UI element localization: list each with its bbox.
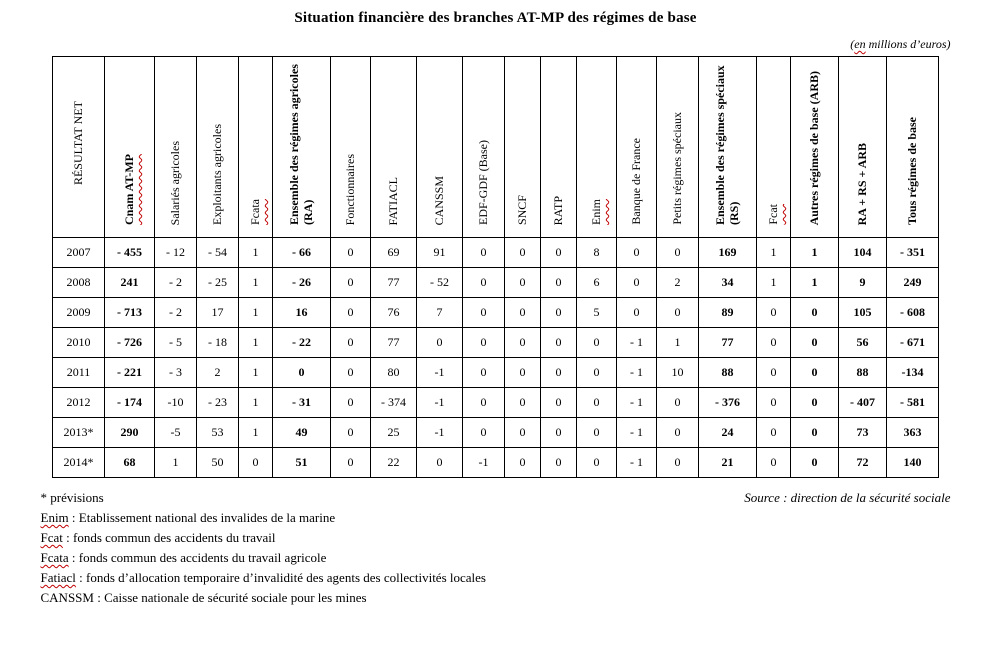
- year-cell: 2009: [53, 298, 105, 328]
- footnotes: [41, 510, 951, 606]
- financial-table: [52, 56, 939, 478]
- source-note: Source : direction de la sécurité sociale: [744, 490, 951, 505]
- value-cell: - 407: [839, 388, 887, 418]
- table-row: [53, 388, 939, 418]
- year-cell: 2007: [53, 238, 105, 268]
- column-header-label: CANSSM: [431, 175, 446, 225]
- value-cell: 0: [331, 268, 371, 298]
- value-cell: 34: [699, 268, 757, 298]
- column-header-label: Banque de France: [628, 138, 643, 225]
- value-cell: - 12: [155, 238, 197, 268]
- value-cell: - 31: [273, 388, 331, 418]
- table-row: [53, 298, 939, 328]
- value-cell: 16: [273, 298, 331, 328]
- column-header: [273, 57, 331, 238]
- value-cell: 17: [197, 298, 239, 328]
- value-cell: 0: [463, 418, 505, 448]
- value-cell: -1: [417, 388, 463, 418]
- value-cell: 0: [505, 388, 541, 418]
- value-cell: 80: [371, 358, 417, 388]
- value-cell: 1: [791, 238, 839, 268]
- column-header: [757, 57, 791, 238]
- value-cell: - 1: [617, 418, 657, 448]
- column-header-label: Exploitants agricoles: [209, 124, 224, 225]
- value-cell: 0: [541, 448, 577, 478]
- value-cell: - 22: [273, 328, 331, 358]
- table-row: [53, 328, 939, 358]
- column-header: [791, 57, 839, 238]
- table-row: [53, 238, 939, 268]
- value-cell: 0: [541, 328, 577, 358]
- value-cell: 0: [505, 328, 541, 358]
- value-cell: 51: [273, 448, 331, 478]
- value-cell: -134: [887, 358, 939, 388]
- footnote: [41, 570, 951, 586]
- value-cell: 0: [505, 448, 541, 478]
- value-cell: - 713: [105, 298, 155, 328]
- value-cell: 0: [541, 268, 577, 298]
- value-cell: 0: [577, 358, 617, 388]
- column-header-label: Salariés agricoles: [167, 140, 182, 225]
- value-cell: 0: [463, 328, 505, 358]
- year-cell: 2010: [53, 328, 105, 358]
- value-cell: 1: [757, 238, 791, 268]
- value-cell: 290: [105, 418, 155, 448]
- value-cell: 0: [463, 358, 505, 388]
- footnote-text: : Etablissement national des invalides de la marine: [68, 510, 336, 525]
- footnote-term: Fatiacl: [40, 570, 76, 585]
- value-cell: 1: [239, 298, 273, 328]
- table-corner-header: [53, 57, 105, 238]
- value-cell: -1: [417, 358, 463, 388]
- column-header-label: Petits régimes spéciaux: [669, 112, 684, 225]
- value-cell: - 351: [887, 238, 939, 268]
- value-cell: - 5: [155, 328, 197, 358]
- column-header: [197, 57, 239, 238]
- value-cell: 0: [791, 358, 839, 388]
- value-cell: 69: [371, 238, 417, 268]
- column-header-label: EDF-GDF (Base): [475, 140, 490, 225]
- column-header-label: Fonctionnaires: [342, 153, 357, 225]
- footnote-term: CANSSM: [40, 590, 94, 605]
- footnote: [41, 590, 951, 606]
- row-header-label: RÉSULTAT NET: [70, 100, 85, 186]
- table-row: [53, 448, 939, 478]
- value-cell: - 18: [197, 328, 239, 358]
- value-cell: - 52: [417, 268, 463, 298]
- value-cell: 1: [239, 328, 273, 358]
- value-cell: 0: [617, 298, 657, 328]
- value-cell: 0: [757, 298, 791, 328]
- value-cell: 2: [657, 268, 699, 298]
- table-footer: [41, 490, 951, 606]
- table-header-row: [53, 57, 939, 238]
- value-cell: - 3: [155, 358, 197, 388]
- year-cell: 2012: [53, 388, 105, 418]
- value-cell: - 66: [273, 238, 331, 268]
- footnote-term: Enim: [40, 510, 69, 525]
- column-header-label: Ensemble des régimes agricoles (RA): [286, 64, 315, 225]
- footnote: [41, 510, 951, 526]
- value-cell: 0: [657, 388, 699, 418]
- value-cell: 77: [371, 328, 417, 358]
- column-header-label: Autres régimes de base (ARB): [806, 70, 821, 225]
- value-cell: - 1: [617, 448, 657, 478]
- value-cell: 21: [699, 448, 757, 478]
- column-header-label: FATIACL: [385, 176, 400, 225]
- value-cell: 1: [239, 388, 273, 418]
- column-header: [371, 57, 417, 238]
- value-cell: 241: [105, 268, 155, 298]
- value-cell: - 374: [371, 388, 417, 418]
- value-cell: 169: [699, 238, 757, 268]
- value-cell: 56: [839, 328, 887, 358]
- value-cell: -10: [155, 388, 197, 418]
- value-cell: 0: [657, 298, 699, 328]
- unit-note: [41, 37, 951, 52]
- value-cell: 0: [791, 328, 839, 358]
- value-cell: 1: [239, 238, 273, 268]
- value-cell: 363: [887, 418, 939, 448]
- value-cell: 0: [463, 268, 505, 298]
- value-cell: - 25: [197, 268, 239, 298]
- value-cell: 0: [331, 298, 371, 328]
- value-cell: 7: [417, 298, 463, 328]
- value-cell: - 1: [617, 388, 657, 418]
- column-header-label: RA + RS + ARB: [854, 142, 869, 225]
- column-header: [541, 57, 577, 238]
- column-header: [239, 57, 273, 238]
- value-cell: 9: [839, 268, 887, 298]
- value-cell: 0: [541, 388, 577, 418]
- value-cell: - 671: [887, 328, 939, 358]
- value-cell: 0: [463, 298, 505, 328]
- value-cell: 89: [699, 298, 757, 328]
- column-header: [887, 57, 939, 238]
- column-header: [505, 57, 541, 238]
- value-cell: 1: [757, 268, 791, 298]
- column-header: [155, 57, 197, 238]
- value-cell: -5: [155, 418, 197, 448]
- value-cell: - 1: [617, 358, 657, 388]
- value-cell: 53: [197, 418, 239, 448]
- column-header: [577, 57, 617, 238]
- value-cell: 0: [541, 358, 577, 388]
- value-cell: 1: [791, 268, 839, 298]
- value-cell: - 726: [105, 328, 155, 358]
- value-cell: 0: [331, 328, 371, 358]
- value-cell: 0: [273, 358, 331, 388]
- value-cell: -1: [463, 448, 505, 478]
- value-cell: 50: [197, 448, 239, 478]
- value-cell: 22: [371, 448, 417, 478]
- value-cell: - 581: [887, 388, 939, 418]
- value-cell: 0: [541, 238, 577, 268]
- value-cell: 24: [699, 418, 757, 448]
- table-row: [53, 418, 939, 448]
- year-cell: 2013*: [53, 418, 105, 448]
- value-cell: 0: [239, 448, 273, 478]
- value-cell: - 376: [699, 388, 757, 418]
- value-cell: - 26: [273, 268, 331, 298]
- value-cell: - 455: [105, 238, 155, 268]
- value-cell: - 54: [197, 238, 239, 268]
- value-cell: - 608: [887, 298, 939, 328]
- value-cell: 0: [757, 388, 791, 418]
- value-cell: 1: [239, 268, 273, 298]
- value-cell: 5: [577, 298, 617, 328]
- value-cell: 0: [505, 268, 541, 298]
- year-cell: 2014*: [53, 448, 105, 478]
- value-cell: 0: [463, 388, 505, 418]
- column-header: [417, 57, 463, 238]
- value-cell: 0: [577, 388, 617, 418]
- value-cell: 77: [371, 268, 417, 298]
- value-cell: 49: [273, 418, 331, 448]
- value-cell: 1: [239, 358, 273, 388]
- value-cell: 6: [577, 268, 617, 298]
- value-cell: 0: [463, 238, 505, 268]
- unit-note-wavy: en: [854, 37, 866, 51]
- value-cell: 88: [699, 358, 757, 388]
- column-header-label: Ensemble des régimes spéciaux (RS): [712, 65, 741, 225]
- value-cell: - 174: [105, 388, 155, 418]
- unit-note-rest: millions d’euros): [865, 37, 951, 51]
- footnote-term: Fcata: [40, 550, 69, 565]
- value-cell: 0: [541, 298, 577, 328]
- value-cell: 1: [239, 418, 273, 448]
- column-header: [105, 57, 155, 238]
- value-cell: 140: [887, 448, 939, 478]
- value-cell: 0: [331, 418, 371, 448]
- value-cell: 0: [791, 418, 839, 448]
- value-cell: 68: [105, 448, 155, 478]
- value-cell: 72: [839, 448, 887, 478]
- footnote-text: : fonds commun des accidents du travail: [62, 530, 276, 545]
- value-cell: - 221: [105, 358, 155, 388]
- unit-note-prefix: (: [850, 37, 855, 51]
- value-cell: 0: [505, 238, 541, 268]
- value-cell: 0: [757, 358, 791, 388]
- value-cell: 76: [371, 298, 417, 328]
- value-cell: 0: [757, 448, 791, 478]
- value-cell: 10: [657, 358, 699, 388]
- value-cell: 0: [657, 448, 699, 478]
- year-cell: 2008: [53, 268, 105, 298]
- value-cell: 0: [577, 448, 617, 478]
- footnote: [41, 550, 951, 566]
- column-header: [657, 57, 699, 238]
- value-cell: 0: [331, 358, 371, 388]
- value-cell: - 1: [617, 328, 657, 358]
- column-header-label: Enim: [588, 199, 603, 225]
- value-cell: 0: [331, 388, 371, 418]
- value-cell: - 23: [197, 388, 239, 418]
- year-cell: 2011: [53, 358, 105, 388]
- value-cell: 0: [541, 418, 577, 448]
- value-cell: 105: [839, 298, 887, 328]
- value-cell: 0: [331, 448, 371, 478]
- page-title: Situation financière des branches AT-MP des régimes de base: [294, 10, 697, 26]
- value-cell: 91: [417, 238, 463, 268]
- column-header: [463, 57, 505, 238]
- table-row: [53, 268, 939, 298]
- value-cell: 0: [577, 418, 617, 448]
- value-cell: 1: [657, 328, 699, 358]
- value-cell: 0: [791, 448, 839, 478]
- value-cell: -1: [417, 418, 463, 448]
- value-cell: 249: [887, 268, 939, 298]
- value-cell: 88: [839, 358, 887, 388]
- value-cell: 25: [371, 418, 417, 448]
- footnote-text: : fonds commun des accidents du travail agricole: [68, 550, 327, 565]
- value-cell: 0: [757, 328, 791, 358]
- value-cell: 73: [839, 418, 887, 448]
- column-header-label: Tous régimes de base: [904, 117, 919, 225]
- column-header: [699, 57, 757, 238]
- value-cell: - 2: [155, 298, 197, 328]
- footnote-term: Fcat: [40, 530, 63, 545]
- value-cell: 2: [197, 358, 239, 388]
- value-cell: 77: [699, 328, 757, 358]
- value-cell: 0: [417, 328, 463, 358]
- value-cell: 8: [577, 238, 617, 268]
- value-cell: 0: [791, 298, 839, 328]
- previsions-note: * prévisions: [40, 490, 104, 505]
- value-cell: 1: [155, 448, 197, 478]
- value-cell: 0: [617, 268, 657, 298]
- value-cell: 0: [791, 388, 839, 418]
- column-header-label: Fcat: [765, 204, 780, 225]
- column-header-label: SNCF: [514, 194, 529, 225]
- value-cell: 0: [617, 238, 657, 268]
- value-cell: 0: [505, 298, 541, 328]
- column-header: [839, 57, 887, 238]
- value-cell: 0: [657, 418, 699, 448]
- footnote-text: : fonds d’allocation temporaire d’invalidité des agents des collectivités locales: [75, 570, 486, 585]
- column-header-label: Fcata: [247, 199, 262, 225]
- value-cell: 0: [577, 328, 617, 358]
- column-header: [331, 57, 371, 238]
- column-header-label: Cnam AT-MP: [121, 153, 136, 225]
- value-cell: 0: [505, 418, 541, 448]
- value-cell: 0: [505, 358, 541, 388]
- value-cell: - 2: [155, 268, 197, 298]
- footnote-text: : Caisse nationale de sécurité sociale pour les mines: [93, 590, 367, 605]
- value-cell: 0: [657, 238, 699, 268]
- value-cell: 0: [757, 418, 791, 448]
- value-cell: 104: [839, 238, 887, 268]
- value-cell: 0: [417, 448, 463, 478]
- table-row: [53, 358, 939, 388]
- footnote: [41, 530, 951, 546]
- value-cell: 0: [331, 238, 371, 268]
- column-header: [617, 57, 657, 238]
- column-header-label: RATP: [550, 195, 565, 225]
